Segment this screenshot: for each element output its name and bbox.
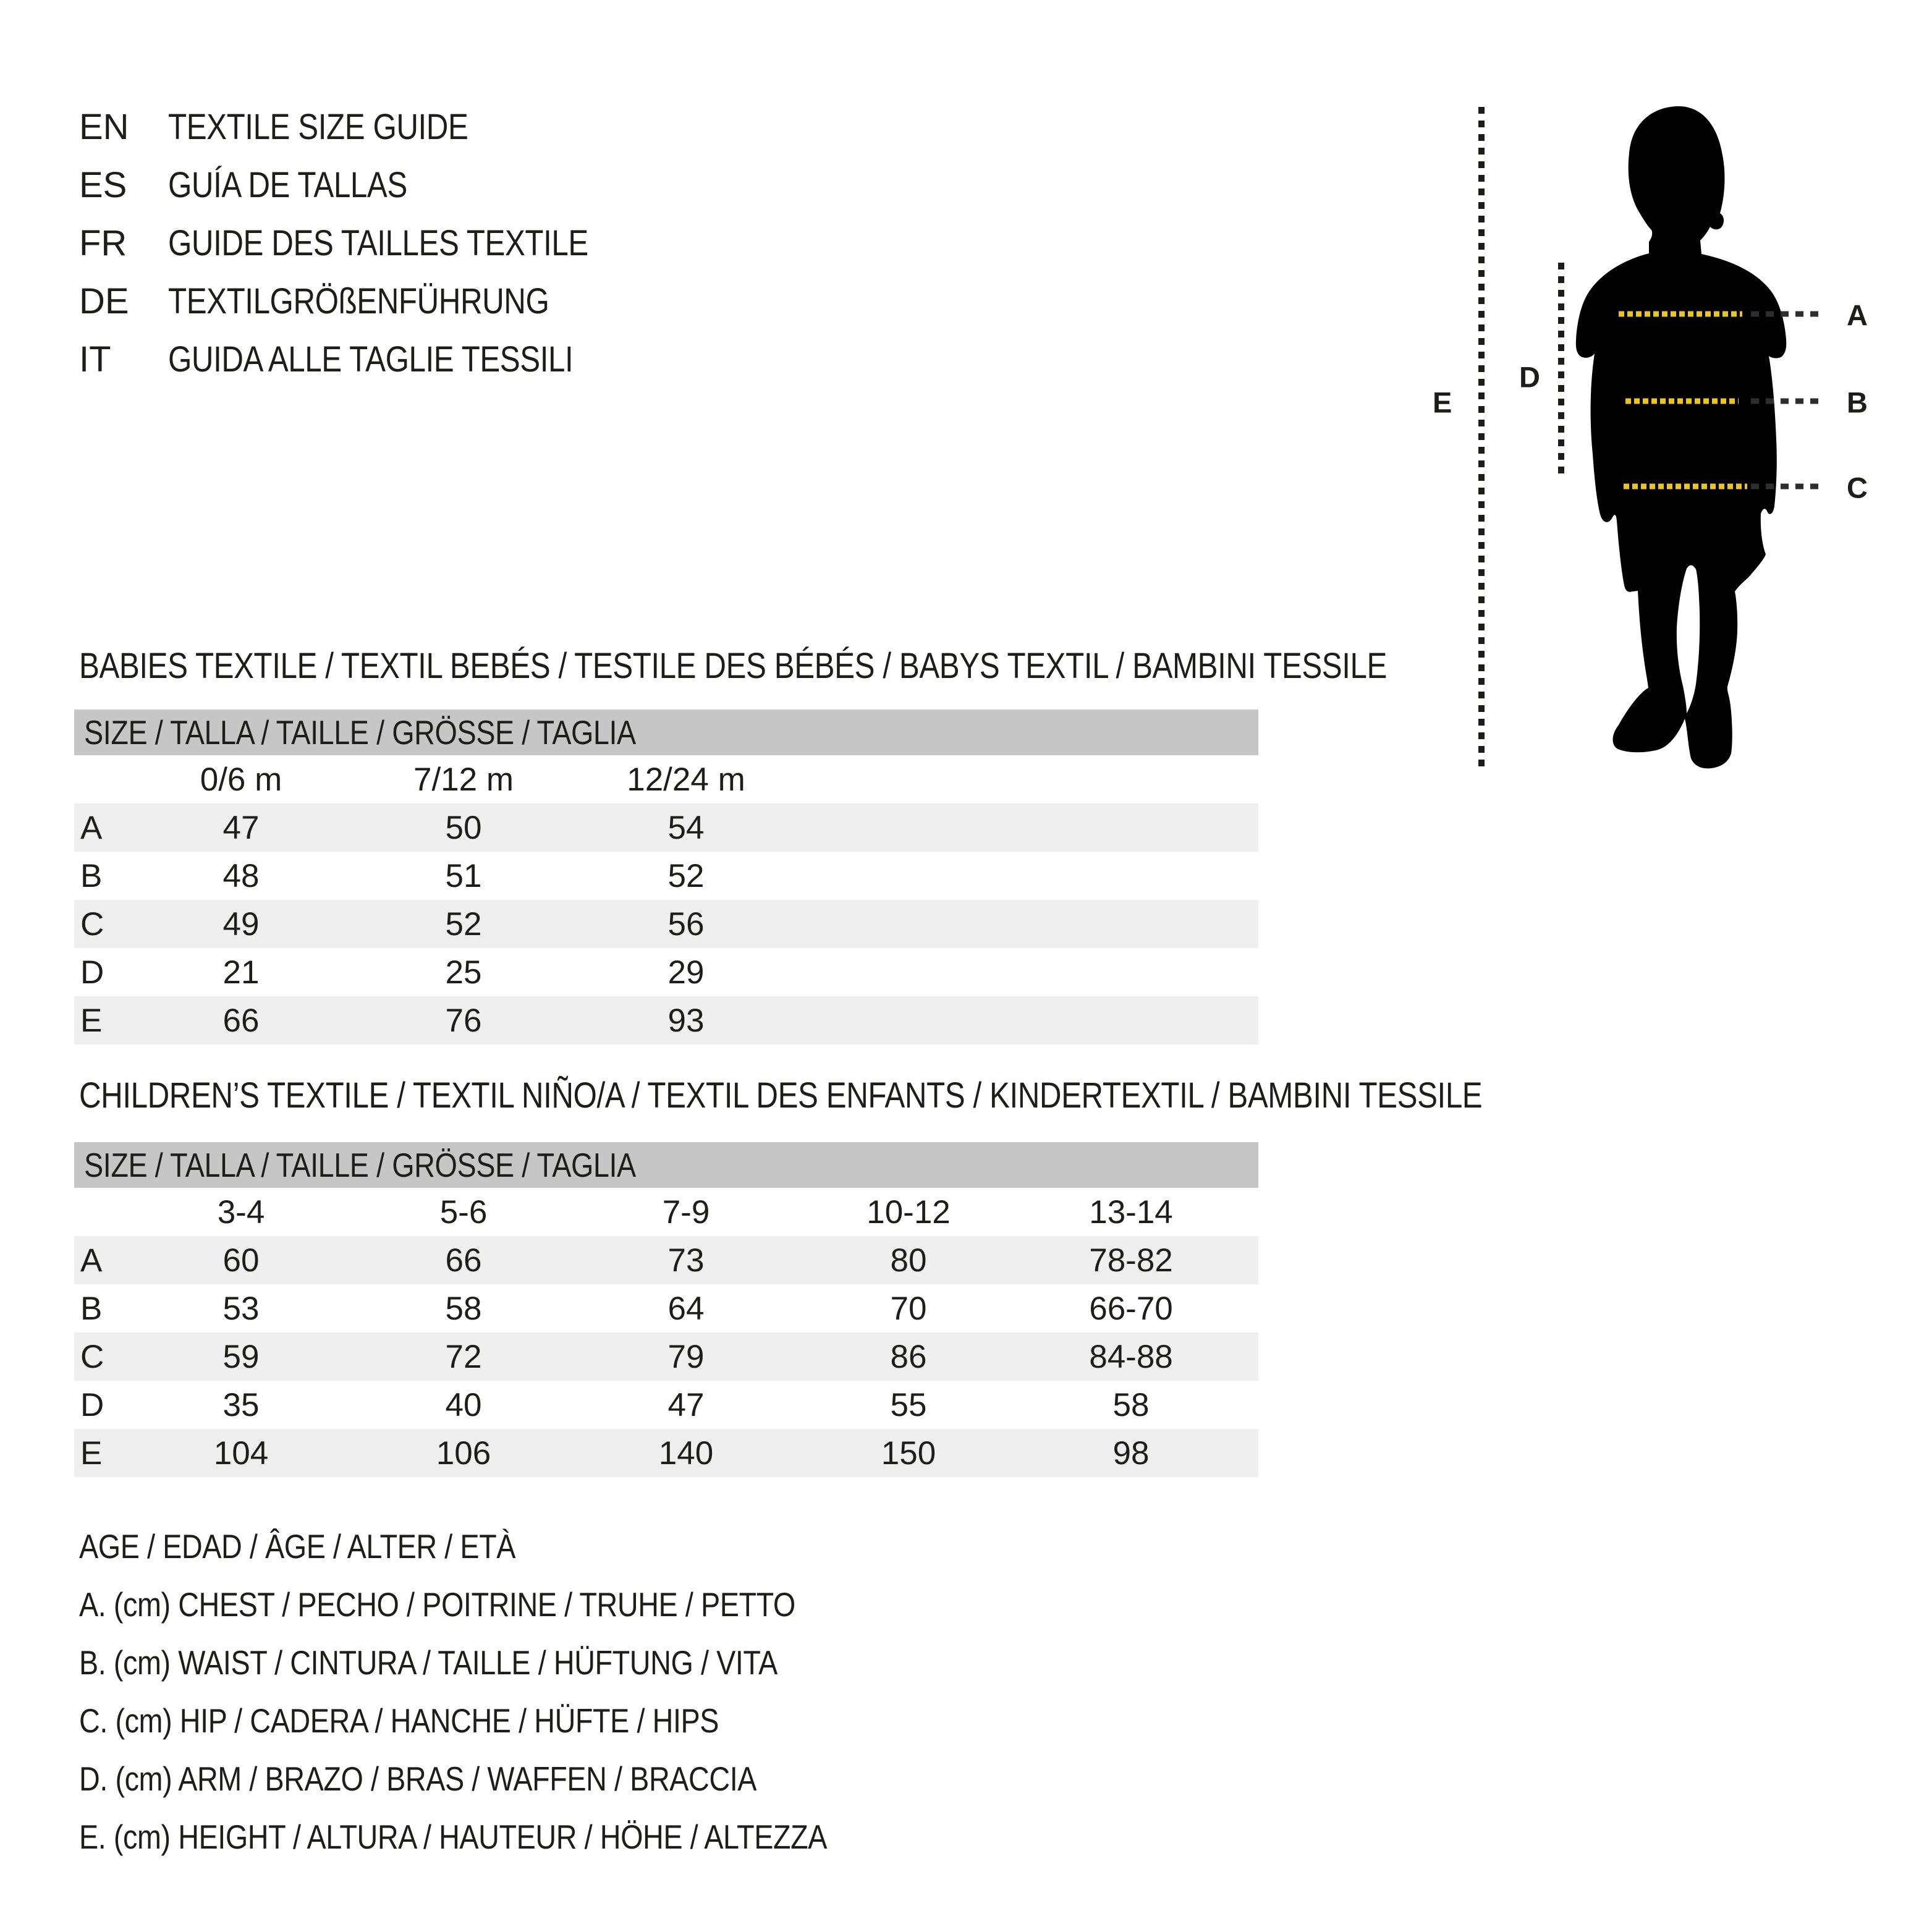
lang-row-de [79, 272, 663, 330]
label-waist-B: B [1847, 386, 1868, 419]
children-section-heading [79, 1075, 1730, 1116]
children-size-header-bar [74, 1142, 1258, 1188]
cell-value: 58 [1112, 1386, 1150, 1423]
size-header-text: SIZE / TALLA / TAILLE / GRÖSSE / TAGLIA [84, 1146, 636, 1184]
cell-value: 86 [890, 1338, 927, 1375]
children-column-header-row [74, 1188, 1258, 1236]
guide-title: GUÍA DE TALLAS [168, 164, 407, 205]
child-measurement-figure [1421, 74, 1922, 803]
cell-value: 40 [445, 1386, 482, 1423]
cell-value: 49 [222, 905, 260, 943]
cell-value: 54 [667, 809, 705, 846]
column-header: 7/12 m [413, 761, 514, 798]
column-header: 5-6 [439, 1193, 488, 1231]
legend-text: AGE / EDAD / ÂGE / ALTER / ETÀ [79, 1527, 516, 1566]
cell-value: 35 [222, 1386, 260, 1423]
cell-value: 47 [667, 1386, 705, 1423]
row-label: D [80, 1386, 104, 1423]
cell-value: 98 [1112, 1434, 1150, 1472]
cell-value: 53 [222, 1290, 260, 1327]
cell-value: 78-82 [1089, 1242, 1173, 1279]
table-row [74, 803, 1258, 852]
babies-size-table [74, 710, 1258, 1044]
cell-value: 47 [222, 809, 260, 846]
table-row [74, 1381, 1258, 1429]
babies-size-header-bar [74, 710, 1258, 755]
cell-value: 140 [658, 1434, 714, 1472]
children-size-table [74, 1142, 1258, 1477]
legend-item-arm [79, 1750, 959, 1808]
legend-text: E. (cm) HEIGHT / ALTURA / HAUTEUR / HÖHE / ALTEZZA [79, 1818, 828, 1856]
language-title-list [79, 98, 663, 388]
table-row [74, 852, 1258, 900]
column-header: 10-12 [866, 1193, 951, 1231]
guide-title: GUIDA ALLE TAGLIE TESSILI [168, 339, 574, 379]
legend-item-height [79, 1808, 959, 1866]
cell-value: 52 [445, 905, 482, 943]
cell-value: 73 [667, 1242, 705, 1279]
cell-value: 84-88 [1089, 1338, 1173, 1375]
cell-value: 76 [445, 1002, 482, 1039]
cell-value: 56 [667, 905, 705, 943]
cell-value: 79 [667, 1338, 705, 1375]
cell-value: 80 [890, 1242, 927, 1279]
size-header-text: SIZE / TALLA / TAILLE / GRÖSSE / TAGLIA [84, 713, 636, 752]
row-label: E [80, 1002, 103, 1039]
cell-value: 48 [222, 857, 260, 894]
lang-code: EN [79, 106, 129, 147]
column-header: 7-9 [662, 1193, 710, 1231]
cell-value: 25 [445, 954, 482, 991]
table-row [74, 948, 1258, 996]
column-header: 13-14 [1089, 1193, 1173, 1231]
cell-value: 66-70 [1089, 1290, 1173, 1327]
row-label: C [80, 905, 104, 943]
cell-value: 51 [445, 857, 482, 894]
label-chest-A: A [1847, 299, 1868, 332]
measurement-legend [79, 1517, 959, 1866]
cell-value: 59 [222, 1338, 260, 1375]
cell-value: 60 [222, 1242, 260, 1279]
row-label: A [80, 1242, 103, 1279]
babies-heading-text: BABIES TEXTILE / TEXTIL BEBÉS / TESTILE DES BÉBÉS / BABYS TEXTIL / BAMBINI TESSILE [79, 646, 1387, 686]
row-label: C [80, 1338, 104, 1375]
label-hip-C: C [1847, 471, 1868, 504]
label-arm-D: D [1519, 360, 1540, 394]
table-row [74, 996, 1258, 1044]
table-row [74, 900, 1258, 948]
legend-text: C. (cm) HIP / CADERA / HANCHE / HÜFTE / HIPS [79, 1701, 719, 1740]
table-row [74, 1429, 1258, 1477]
legend-item-waist [79, 1633, 959, 1692]
column-header: 12/24 m [627, 761, 745, 798]
cell-value: 21 [222, 954, 260, 991]
legend-text: A. (cm) CHEST / PECHO / POITRINE / TRUHE / PETTO [79, 1585, 795, 1624]
cell-value: 104 [213, 1434, 269, 1472]
legend-item-chest [79, 1575, 959, 1633]
cell-value: 106 [436, 1434, 491, 1472]
guide-title: TEXTILE SIZE GUIDE [168, 106, 468, 147]
column-header: 0/6 m [200, 761, 282, 798]
cell-value: 29 [667, 954, 705, 991]
babies-section-heading [79, 648, 1617, 684]
legend-age-line [79, 1517, 959, 1575]
cell-value: 93 [667, 1002, 705, 1039]
row-label: B [80, 1290, 103, 1327]
lang-code: DE [79, 281, 129, 321]
cell-value: 50 [445, 809, 482, 846]
table-row [74, 1332, 1258, 1381]
legend-item-hip [79, 1692, 959, 1750]
guide-title: TEXTILGRÖßENFÜHRUNG [168, 281, 549, 321]
lang-row-it [79, 330, 663, 388]
table-row [74, 1236, 1258, 1284]
legend-text: B. (cm) WAIST / CINTURA / TAILLE / HÜFTUNG / VITA [79, 1643, 777, 1682]
cell-value: 58 [445, 1290, 482, 1327]
cell-value: 66 [222, 1002, 260, 1039]
cell-value: 70 [890, 1290, 927, 1327]
lang-code: FR [79, 222, 127, 263]
row-label: E [80, 1434, 103, 1472]
lang-code: ES [79, 164, 127, 205]
cell-value: 55 [890, 1386, 927, 1423]
lang-row-en [79, 98, 663, 156]
cell-value: 72 [445, 1338, 482, 1375]
cell-value: 150 [881, 1434, 936, 1472]
row-label: A [80, 809, 103, 846]
guide-title: GUIDE DES TAILLES TEXTILE [168, 222, 588, 263]
cell-value: 66 [445, 1242, 482, 1279]
row-label: D [80, 954, 104, 991]
lang-row-es [79, 156, 663, 214]
lang-row-fr [79, 214, 663, 272]
legend-text: D. (cm) ARM / BRAZO / BRAS / WAFFEN / BRACCIA [79, 1760, 757, 1798]
column-header: 3-4 [217, 1193, 265, 1231]
babies-column-header-row [74, 755, 1258, 803]
lang-code: IT [79, 339, 111, 379]
row-label: B [80, 857, 103, 894]
children-heading-text: CHILDREN’S TEXTILE / TEXTIL NIÑO/A / TEXTIL DES ENFANTS / KINDERTEXTIL / BAMBINI TESSILE [79, 1075, 1483, 1116]
table-row [74, 1284, 1258, 1332]
label-height-E: E [1433, 386, 1452, 419]
cell-value: 64 [667, 1290, 705, 1327]
cell-value: 52 [667, 857, 705, 894]
